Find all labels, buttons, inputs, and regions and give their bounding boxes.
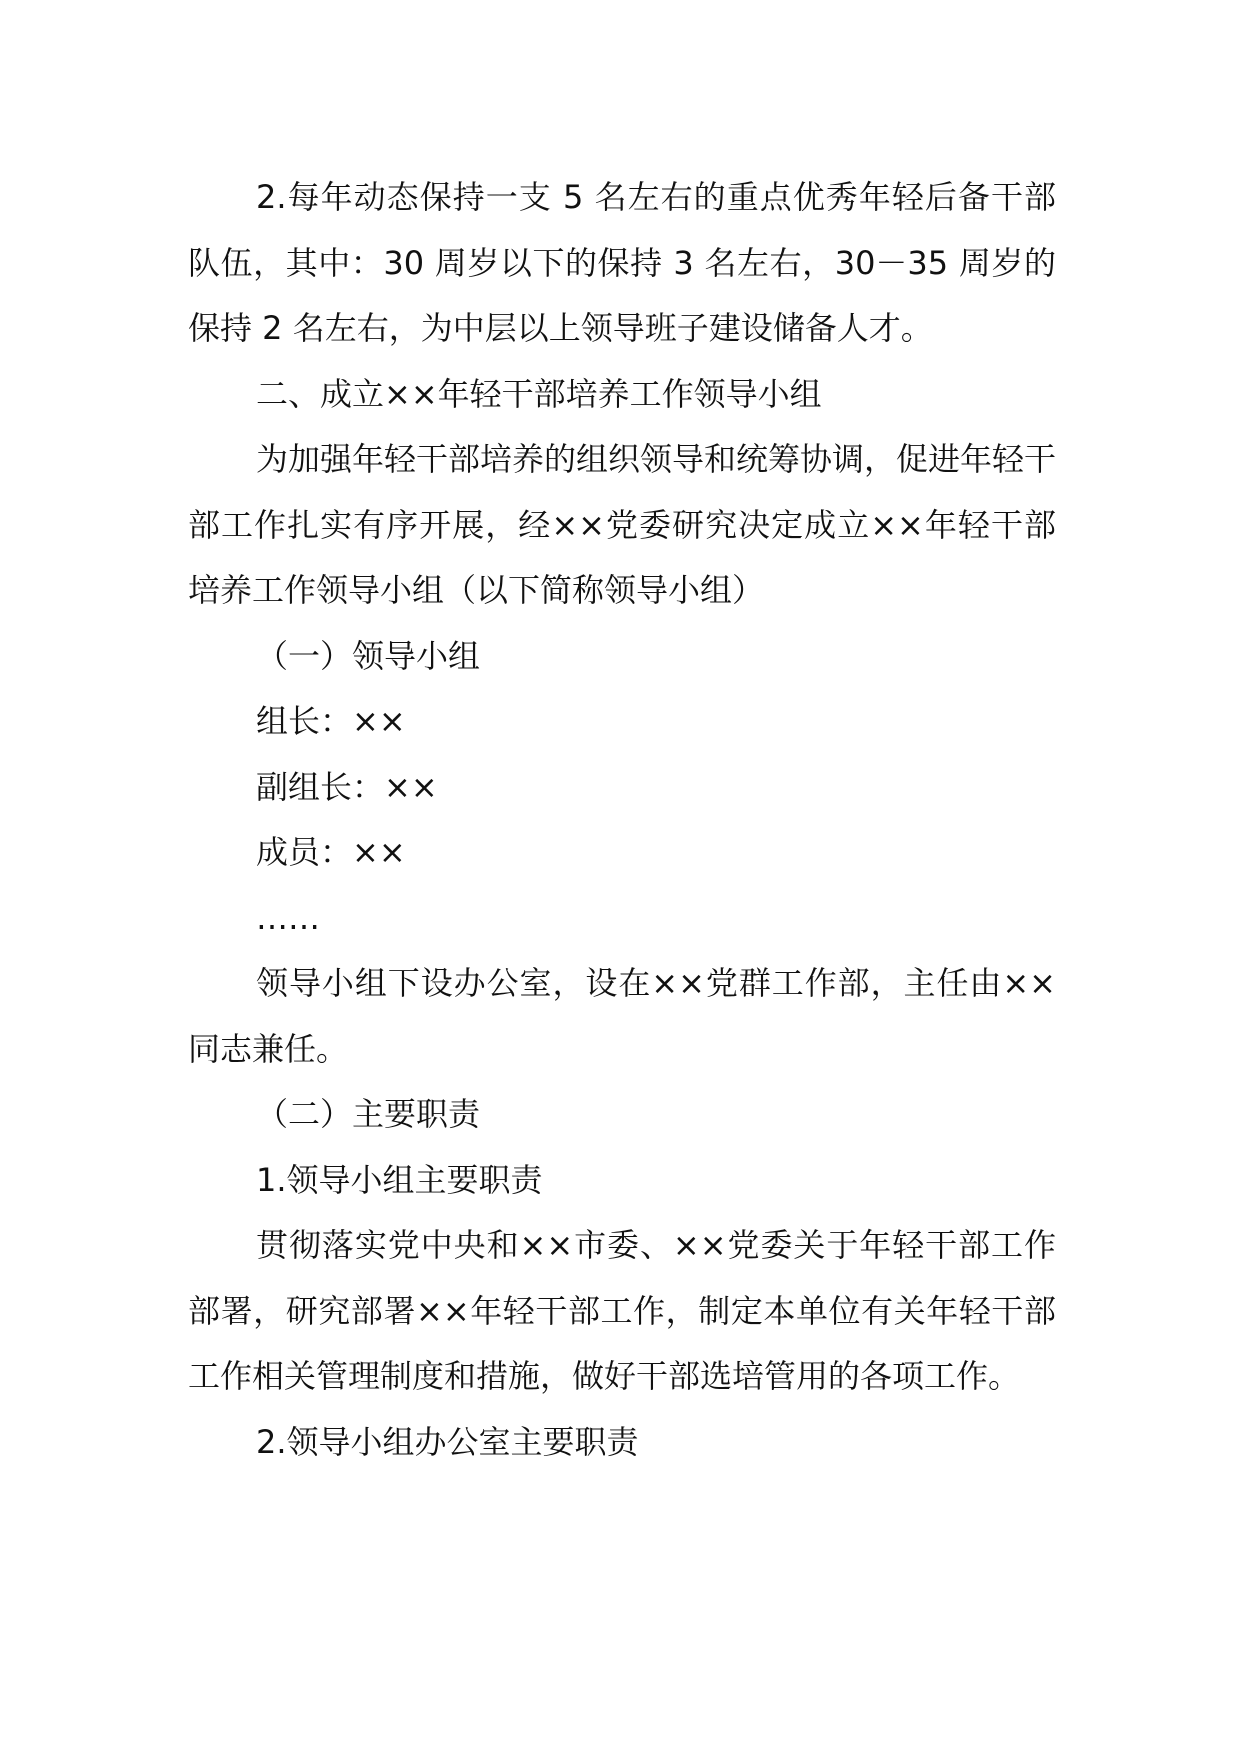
subheading-duties: （二）主要职责 bbox=[256, 1095, 481, 1133]
paragraph-group-establishment: 为加强年轻干部培养的组织领导和统筹协调，促进年轻干部工作扎实有序开展，经××党委研究决定成立××年轻干部培养工作领导小组（以下简称领导小组） bbox=[188, 440, 1057, 609]
subheading-leadership-group: （一）领导小组 bbox=[256, 636, 481, 675]
ellipsis-line: …… bbox=[256, 898, 320, 937]
duty-heading-1: 1.领导小组主要职责 bbox=[256, 1160, 543, 1199]
deputy-leader-line: 副组长：×× bbox=[256, 767, 438, 806]
members-line: 成员：×× bbox=[256, 833, 406, 871]
duty-heading-2: 2.领导小组办公室主要职责 bbox=[256, 1422, 639, 1461]
paragraph-office: 领导小组下设办公室，设在××党群工作部，主任由××同志兼任。 bbox=[188, 964, 1056, 1068]
document-body bbox=[188, 165, 1056, 1475]
leader-line: 组长：×× bbox=[256, 702, 406, 740]
paragraph-goal-2: 2.每年动态保持一支 5 名左右的重点优秀年轻后备干部队伍，其中：30 周岁以下的保持 3 名左右，30－35 周岁的保持 2 名左右，为中层以上领导班子建设储备人才。 bbox=[188, 178, 1056, 347]
section-heading-2: 二、成立××年轻干部培养工作领导小组 bbox=[256, 374, 822, 413]
paragraph-duties-group: 贯彻落实党中央和××市委、××党委关于年轻干部工作部署，研究部署××年轻干部工作，制定本单位有关年轻干部工作相关管理制度和措施，做好干部选培管用的各项工作。 bbox=[188, 1226, 1056, 1395]
